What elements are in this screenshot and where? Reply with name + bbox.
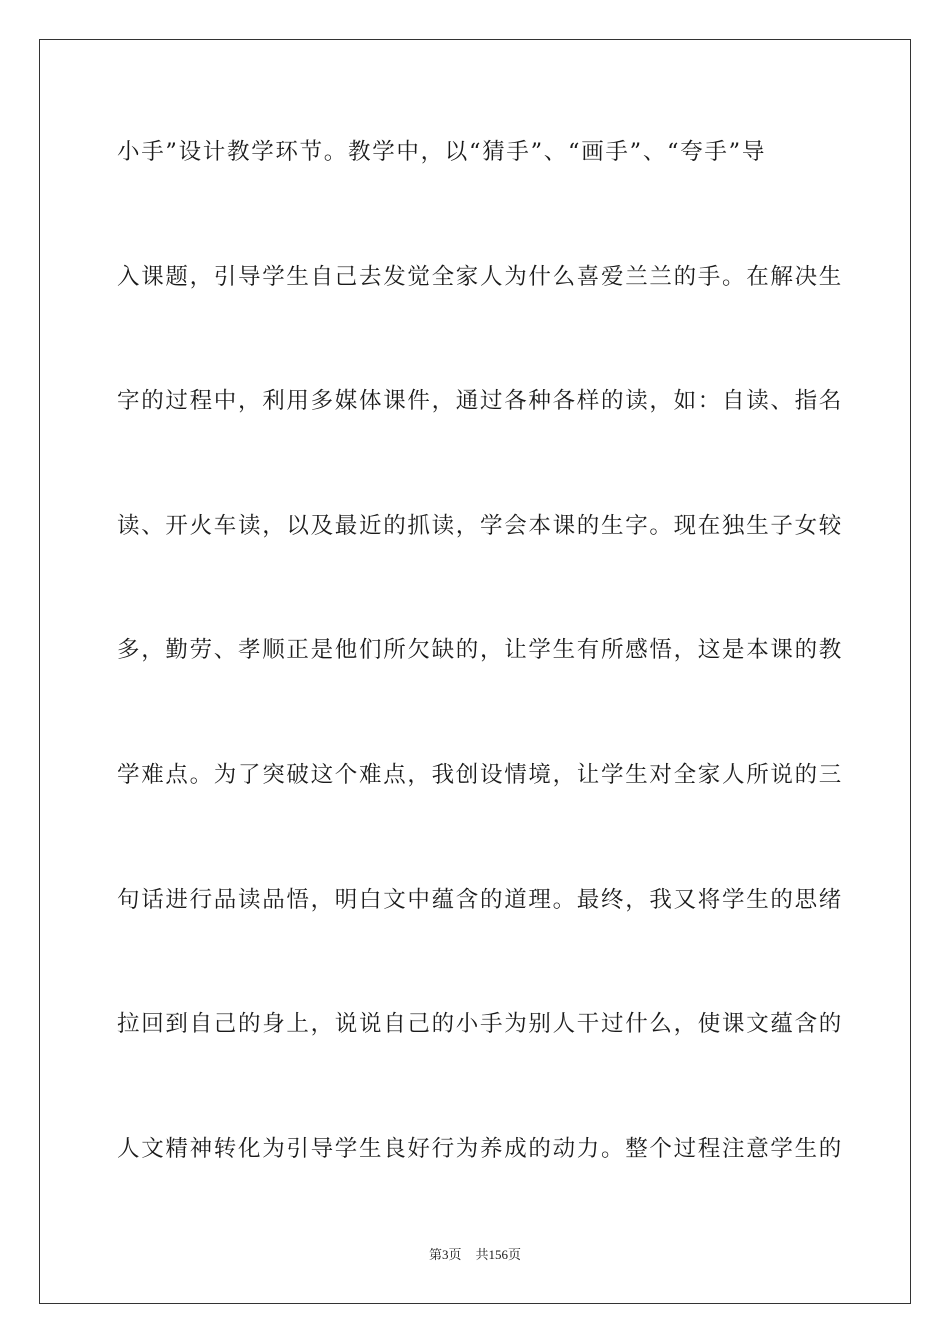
text-line-3: 字的过程中，利用多媒体课件，通过各种各样的读，如：自读、指名 bbox=[117, 388, 844, 415]
page-total: 共156页 bbox=[475, 1247, 522, 1262]
text-line-7: 句话进行品读品悟，明白文中蕴含的道理。最终，我又将学生的思绪 bbox=[117, 886, 844, 913]
text-line-8: 拉回到自己的身上，说说自己的小手为别人干过什么，使课文蕴含的 bbox=[117, 1011, 844, 1038]
text-line-9: 人文精神转化为引导学生良好行为养成的动力。整个过程注意学生的 bbox=[117, 1135, 844, 1162]
page-footer bbox=[0, 1245, 950, 1265]
page-number: 第3页 bbox=[428, 1247, 462, 1262]
document-body bbox=[117, 132, 844, 1253]
text-line-4: 读、开火车读，以及最近的抓读，学会本课的生字。现在独生子女较 bbox=[117, 512, 844, 539]
text-line-6: 学难点。为了突破这个难点，我创设情境，让学生对全家人所说的三 bbox=[117, 761, 844, 788]
text-line-2: 入课题，引导学生自己去发觉全家人为什么喜爱兰兰的手。在解决生 bbox=[117, 263, 844, 290]
text-line-1: 小手”设计教学环节。教学中，以“猜手”、“画手”、“夸手”导 bbox=[117, 139, 767, 165]
text-line-5: 多，勤劳、孝顺正是他们所欠缺的，让学生有所感悟，这是本课的教 bbox=[117, 637, 844, 664]
